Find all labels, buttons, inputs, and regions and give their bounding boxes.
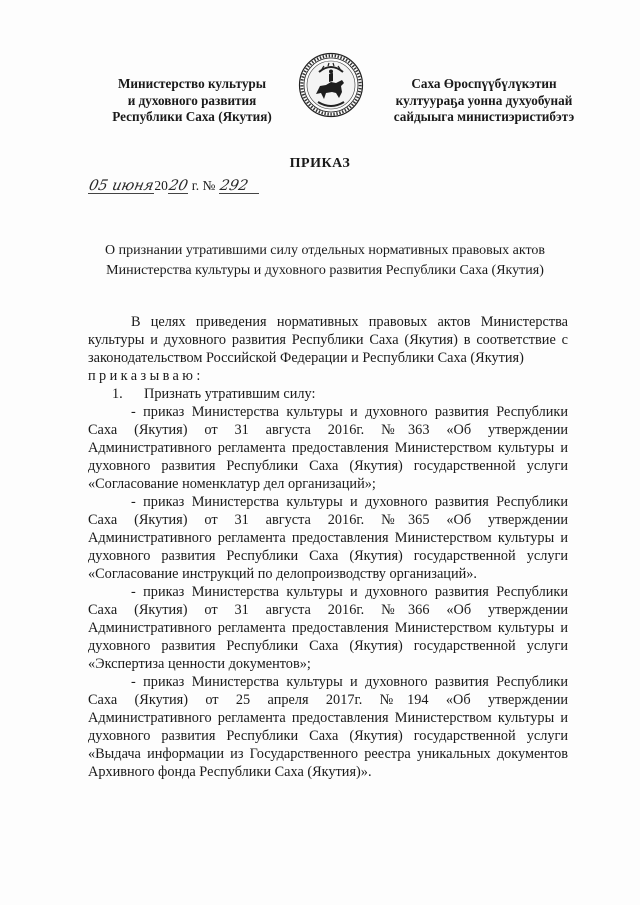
subitem-paragraph: - приказ Министерства культуры и духовного развития Республики Саха (Якутия) от 31 августа 2016г. №363 «Об утверждении Административного регламента предоставления Министерством культуры и духовного развития Республики Саха (Якутия) государственной услуги «Согласование номенклатур дел организаций»; bbox=[88, 404, 568, 492]
subitem-paragraph: - приказ Министерства культуры и духовного развития Республики Саха (Якутия) от 31 августа 2016г. №366 «Об утверждении Административного регламента предоставления Министерством культуры и духовного развития Республики Саха (Якутия) государственной услуги «Экспертиза ценности документов»; bbox=[88, 584, 568, 672]
org-right-line: сайдыыга министиэристибэтэ bbox=[393, 109, 575, 124]
year-suffix-field bbox=[168, 180, 188, 194]
org-left-line: Министерство культуры bbox=[117, 76, 267, 91]
item-text: Признать утратившим силу: bbox=[144, 386, 316, 402]
preamble-paragraph: В целях приведения нормативных правовых актов Министерства культуры и духовного развития Республики Саха (Якутия) в соответствие с законодательством Российской Федерации и Республики Саха (Якутия) bbox=[88, 314, 568, 366]
order-word: приказываю: bbox=[88, 368, 204, 384]
org-name-russian bbox=[96, 76, 288, 126]
date-number-line bbox=[88, 178, 259, 195]
subject-line: О признании утратившими силу отдельных нормативных правовых актов bbox=[105, 243, 545, 258]
org-name-yakut bbox=[372, 76, 596, 126]
coat-of-arms-icon bbox=[298, 52, 364, 118]
year-suffix: 20 bbox=[167, 178, 190, 194]
org-left-line: Республики Саха (Якутия) bbox=[112, 109, 272, 124]
subitem-paragraph: - приказ Министерства культуры и духовного развития Республики Саха (Якутия) от 31 августа 2016г. №365 «Об утверждении Административного регламента предоставления Министерством культуры и духовного развития Республики Саха (Якутия) государственной услуги «Согласование инструкций по делопроизводству организаций». bbox=[88, 494, 568, 582]
subitem-paragraph: - приказ Министерства культуры и духовного развития Республики Саха (Якутия) от 25 апреля 2017г. №194 «Об утверждении Административного регламента предоставления Министерством культуры и духовного развития Республики Саха (Якутия) государственной услуги «Выдача информации из Государственного реестра уникальных документов Архивного фонда Республики Саха (Якутия)». bbox=[88, 674, 568, 780]
item-number: 1. bbox=[112, 386, 123, 402]
document-subject bbox=[100, 241, 550, 281]
document-body bbox=[88, 313, 568, 781]
date-day-month: 05 июня bbox=[87, 178, 156, 194]
order-number-field bbox=[219, 180, 259, 194]
org-right-line: култуураҕа уонна духуобунай bbox=[395, 92, 573, 108]
subject-line: Министерства культуры и духовного развития Республики Саха (Якутия) bbox=[106, 263, 544, 278]
item-1 bbox=[88, 385, 568, 403]
order-number: 292 bbox=[218, 178, 250, 194]
year-prefix: 20 bbox=[154, 178, 168, 193]
document-title: ПРИКАЗ bbox=[289, 156, 351, 171]
year-label: г. № bbox=[191, 178, 216, 193]
org-left-line: и духовного развития bbox=[127, 92, 257, 108]
date-day-month-field bbox=[88, 180, 154, 194]
org-right-line: Саха Өроспүүбүлүкэтин bbox=[411, 76, 557, 91]
